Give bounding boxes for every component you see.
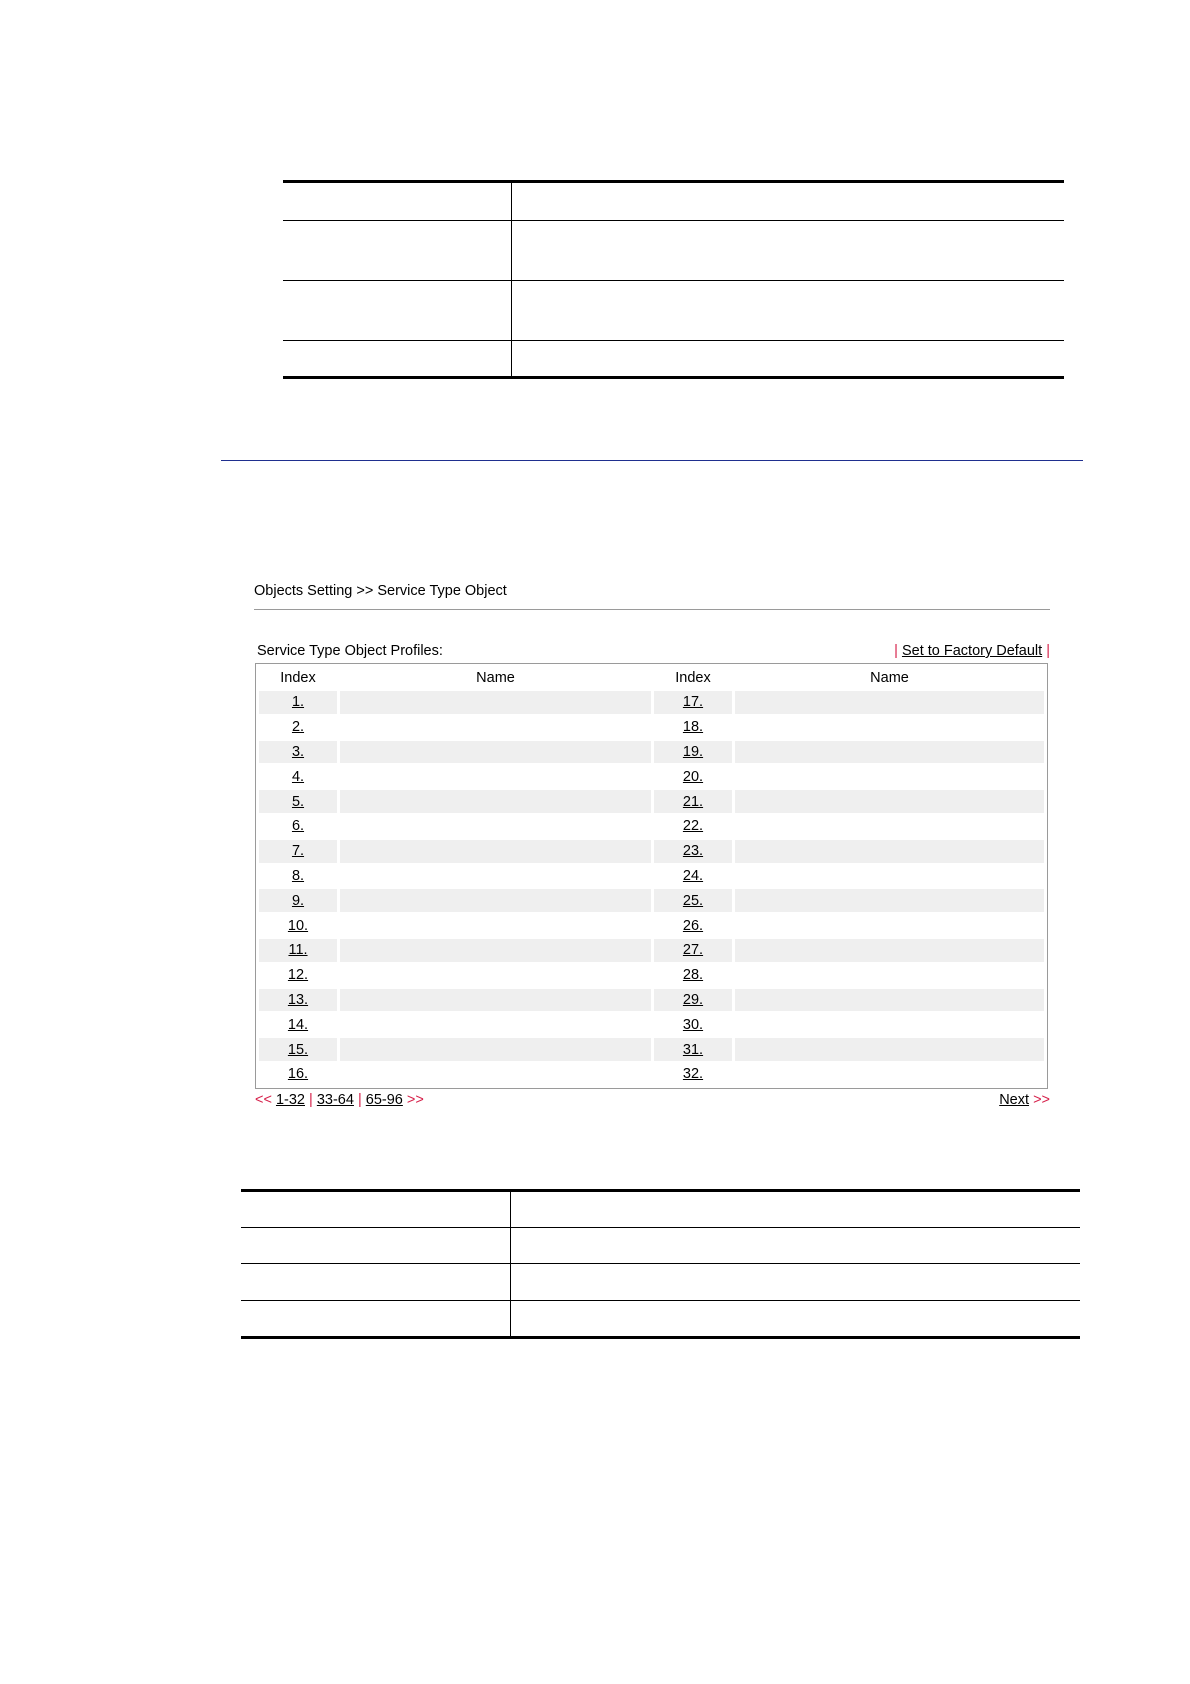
profile-index-cell	[259, 865, 337, 888]
profiles-table-body	[259, 691, 1044, 1086]
profile-name-cell	[735, 1063, 1044, 1086]
profile-index-link[interactable]: 3.	[291, 743, 305, 760]
pager-range-65-96[interactable]: 65-96	[365, 1092, 403, 1108]
profile-index-link[interactable]: 25.	[682, 892, 704, 909]
profile-name-cell	[735, 840, 1044, 863]
profile-index-link[interactable]: 7.	[291, 843, 305, 860]
profile-index-link[interactable]: 24.	[682, 867, 704, 884]
profile-index-link[interactable]: 18.	[682, 719, 704, 736]
profile-index-cell	[259, 989, 337, 1012]
profiles-header-row	[259, 666, 1044, 689]
profile-index-cell	[654, 939, 732, 962]
profile-index-link[interactable]: 30.	[682, 1016, 704, 1033]
table-row	[259, 765, 1044, 788]
name-column-header: Name	[476, 669, 515, 686]
name-column-header: Name	[870, 669, 909, 686]
profile-index-cell	[654, 840, 732, 863]
profile-index-cell	[259, 716, 337, 739]
profile-index-link[interactable]: 20.	[682, 768, 704, 785]
profile-name-cell	[340, 914, 651, 937]
profile-index-cell	[654, 989, 732, 1012]
profile-index-link[interactable]: 4.	[291, 768, 305, 785]
table-row	[259, 914, 1044, 937]
table-row	[259, 691, 1044, 714]
table-row	[259, 790, 1044, 813]
profile-index-link[interactable]: 32.	[682, 1066, 704, 1083]
profile-index-link[interactable]: 26.	[682, 917, 704, 934]
set-to-factory-default-link[interactable]: Set to Factory Default	[901, 643, 1043, 659]
profile-index-link[interactable]: 23.	[682, 843, 704, 860]
profile-index-cell	[654, 865, 732, 888]
profile-index-cell	[654, 1038, 732, 1061]
index-column-header: Index	[675, 669, 711, 686]
profile-name-cell	[735, 765, 1044, 788]
profile-index-link[interactable]: 28.	[682, 967, 704, 984]
profile-index-link[interactable]: 9.	[291, 892, 305, 909]
table-row	[259, 815, 1044, 838]
profile-index-link[interactable]: 27.	[682, 942, 704, 959]
pager-prev-arrow: <<	[255, 1092, 272, 1108]
profile-index-link[interactable]: 15.	[287, 1041, 309, 1058]
table-row	[259, 939, 1044, 962]
section-divider	[221, 460, 1083, 461]
profile-name-cell	[340, 989, 651, 1012]
profile-index-link[interactable]: 19.	[682, 743, 704, 760]
profile-index-cell	[259, 691, 337, 714]
profile-name-cell	[735, 691, 1044, 714]
next-page-link[interactable]: Next	[999, 1092, 1030, 1108]
table-row	[259, 1013, 1044, 1036]
pager-separator: |	[309, 1092, 313, 1108]
index-column-header: Index	[280, 669, 316, 686]
profile-index-link[interactable]: 1.	[291, 694, 305, 711]
profile-index-link[interactable]: 11.	[288, 942, 308, 959]
profile-index-cell	[654, 889, 732, 912]
pager-separator: |	[357, 1092, 362, 1108]
profile-index-link[interactable]: 31.	[682, 1041, 704, 1058]
breadcrumb-separator: >>	[356, 583, 374, 599]
breadcrumb	[254, 583, 507, 599]
profile-index-link[interactable]: 2.	[291, 719, 305, 736]
profile-name-cell	[340, 889, 651, 912]
profile-index-link[interactable]: 5.	[291, 793, 305, 810]
profile-index-cell	[259, 765, 337, 788]
profile-name-cell	[340, 716, 651, 739]
profile-index-cell	[654, 716, 732, 739]
profile-index-link[interactable]: 22.	[682, 818, 704, 835]
table-row	[259, 716, 1044, 739]
table-row	[259, 741, 1044, 764]
profile-index-cell	[654, 790, 732, 813]
profile-name-cell	[735, 889, 1044, 912]
table-row	[259, 840, 1044, 863]
profile-index-link[interactable]: 10.	[287, 917, 309, 934]
profile-index-cell	[259, 1038, 337, 1061]
profile-index-cell	[259, 889, 337, 912]
profile-index-cell	[654, 815, 732, 838]
profiles-table	[256, 664, 1047, 1088]
profile-index-cell	[654, 964, 732, 987]
profile-index-cell	[654, 691, 732, 714]
doc-table-bottom	[241, 1189, 1080, 1339]
pager-next-arrow: >>	[406, 1092, 424, 1108]
profile-index-link[interactable]: 17.	[682, 694, 704, 711]
profile-name-cell	[735, 790, 1044, 813]
profile-name-cell	[735, 989, 1044, 1012]
profile-name-cell	[735, 865, 1044, 888]
profile-name-cell	[735, 1038, 1044, 1061]
factory-default-group	[894, 643, 1050, 659]
profile-index-cell	[259, 964, 337, 987]
profile-name-cell	[340, 840, 651, 863]
profile-name-cell	[340, 865, 651, 888]
profile-index-link[interactable]: 29.	[682, 991, 704, 1008]
pager-next-group	[999, 1092, 1050, 1108]
breadcrumb-page: Service Type Object	[377, 583, 507, 599]
profile-name-cell	[735, 815, 1044, 838]
profile-index-cell	[259, 840, 337, 863]
profile-index-link[interactable]: 14.	[287, 1016, 309, 1033]
profile-index-cell	[259, 815, 337, 838]
table-row	[259, 964, 1044, 987]
profile-index-link[interactable]: 16.	[287, 1066, 309, 1083]
table-row	[259, 989, 1044, 1012]
profile-name-cell	[340, 691, 651, 714]
profile-index-cell	[259, 914, 337, 937]
profile-name-cell	[735, 1013, 1044, 1036]
profile-name-cell	[340, 815, 651, 838]
profile-name-cell	[735, 716, 1044, 739]
profile-index-cell	[259, 790, 337, 813]
profile-name-cell	[340, 939, 651, 962]
profile-name-cell	[340, 741, 651, 764]
profile-name-cell	[340, 964, 651, 987]
table-row	[259, 1063, 1044, 1086]
pager-range-1-32[interactable]: 1-32	[275, 1092, 305, 1108]
profile-index-cell	[654, 914, 732, 937]
table-row	[259, 889, 1044, 912]
profile-index-cell	[259, 741, 337, 764]
factory-bar-left: |	[894, 643, 898, 659]
table-row	[259, 865, 1044, 888]
profile-index-cell	[259, 939, 337, 962]
profile-name-cell	[340, 765, 651, 788]
profile-name-cell	[735, 939, 1044, 962]
profile-index-link[interactable]: 21.	[682, 793, 704, 810]
breadcrumb-divider	[254, 609, 1050, 610]
profile-index-link[interactable]: 13.	[287, 991, 309, 1008]
profiles-title: Service Type Object Profiles:	[257, 643, 443, 659]
profile-index-cell	[654, 1063, 732, 1086]
table-row	[259, 1038, 1044, 1061]
profile-name-cell	[735, 914, 1044, 937]
profile-index-link[interactable]: 12.	[287, 967, 309, 984]
profile-index-link[interactable]: 8.	[291, 867, 305, 884]
pager-range-33-64[interactable]: 33-64	[316, 1092, 354, 1108]
profile-index-cell	[654, 1013, 732, 1036]
profile-name-cell	[735, 741, 1044, 764]
profile-name-cell	[340, 1063, 651, 1086]
profile-index-cell	[259, 1013, 337, 1036]
profiles-table-box	[255, 663, 1048, 1089]
next-arrow: >>	[1033, 1092, 1050, 1108]
profile-index-cell	[654, 741, 732, 764]
breadcrumb-section: Objects Setting	[254, 583, 353, 599]
profile-name-cell	[340, 1013, 651, 1036]
factory-bar-right: |	[1046, 643, 1050, 659]
profile-name-cell	[340, 790, 651, 813]
profile-name-cell	[735, 964, 1044, 987]
profile-name-cell	[340, 1038, 651, 1061]
doc-table-top	[283, 180, 1064, 379]
profile-index-link[interactable]: 6.	[291, 818, 305, 835]
profile-index-cell	[654, 765, 732, 788]
pager	[255, 1092, 424, 1108]
profile-index-cell	[259, 1063, 337, 1086]
